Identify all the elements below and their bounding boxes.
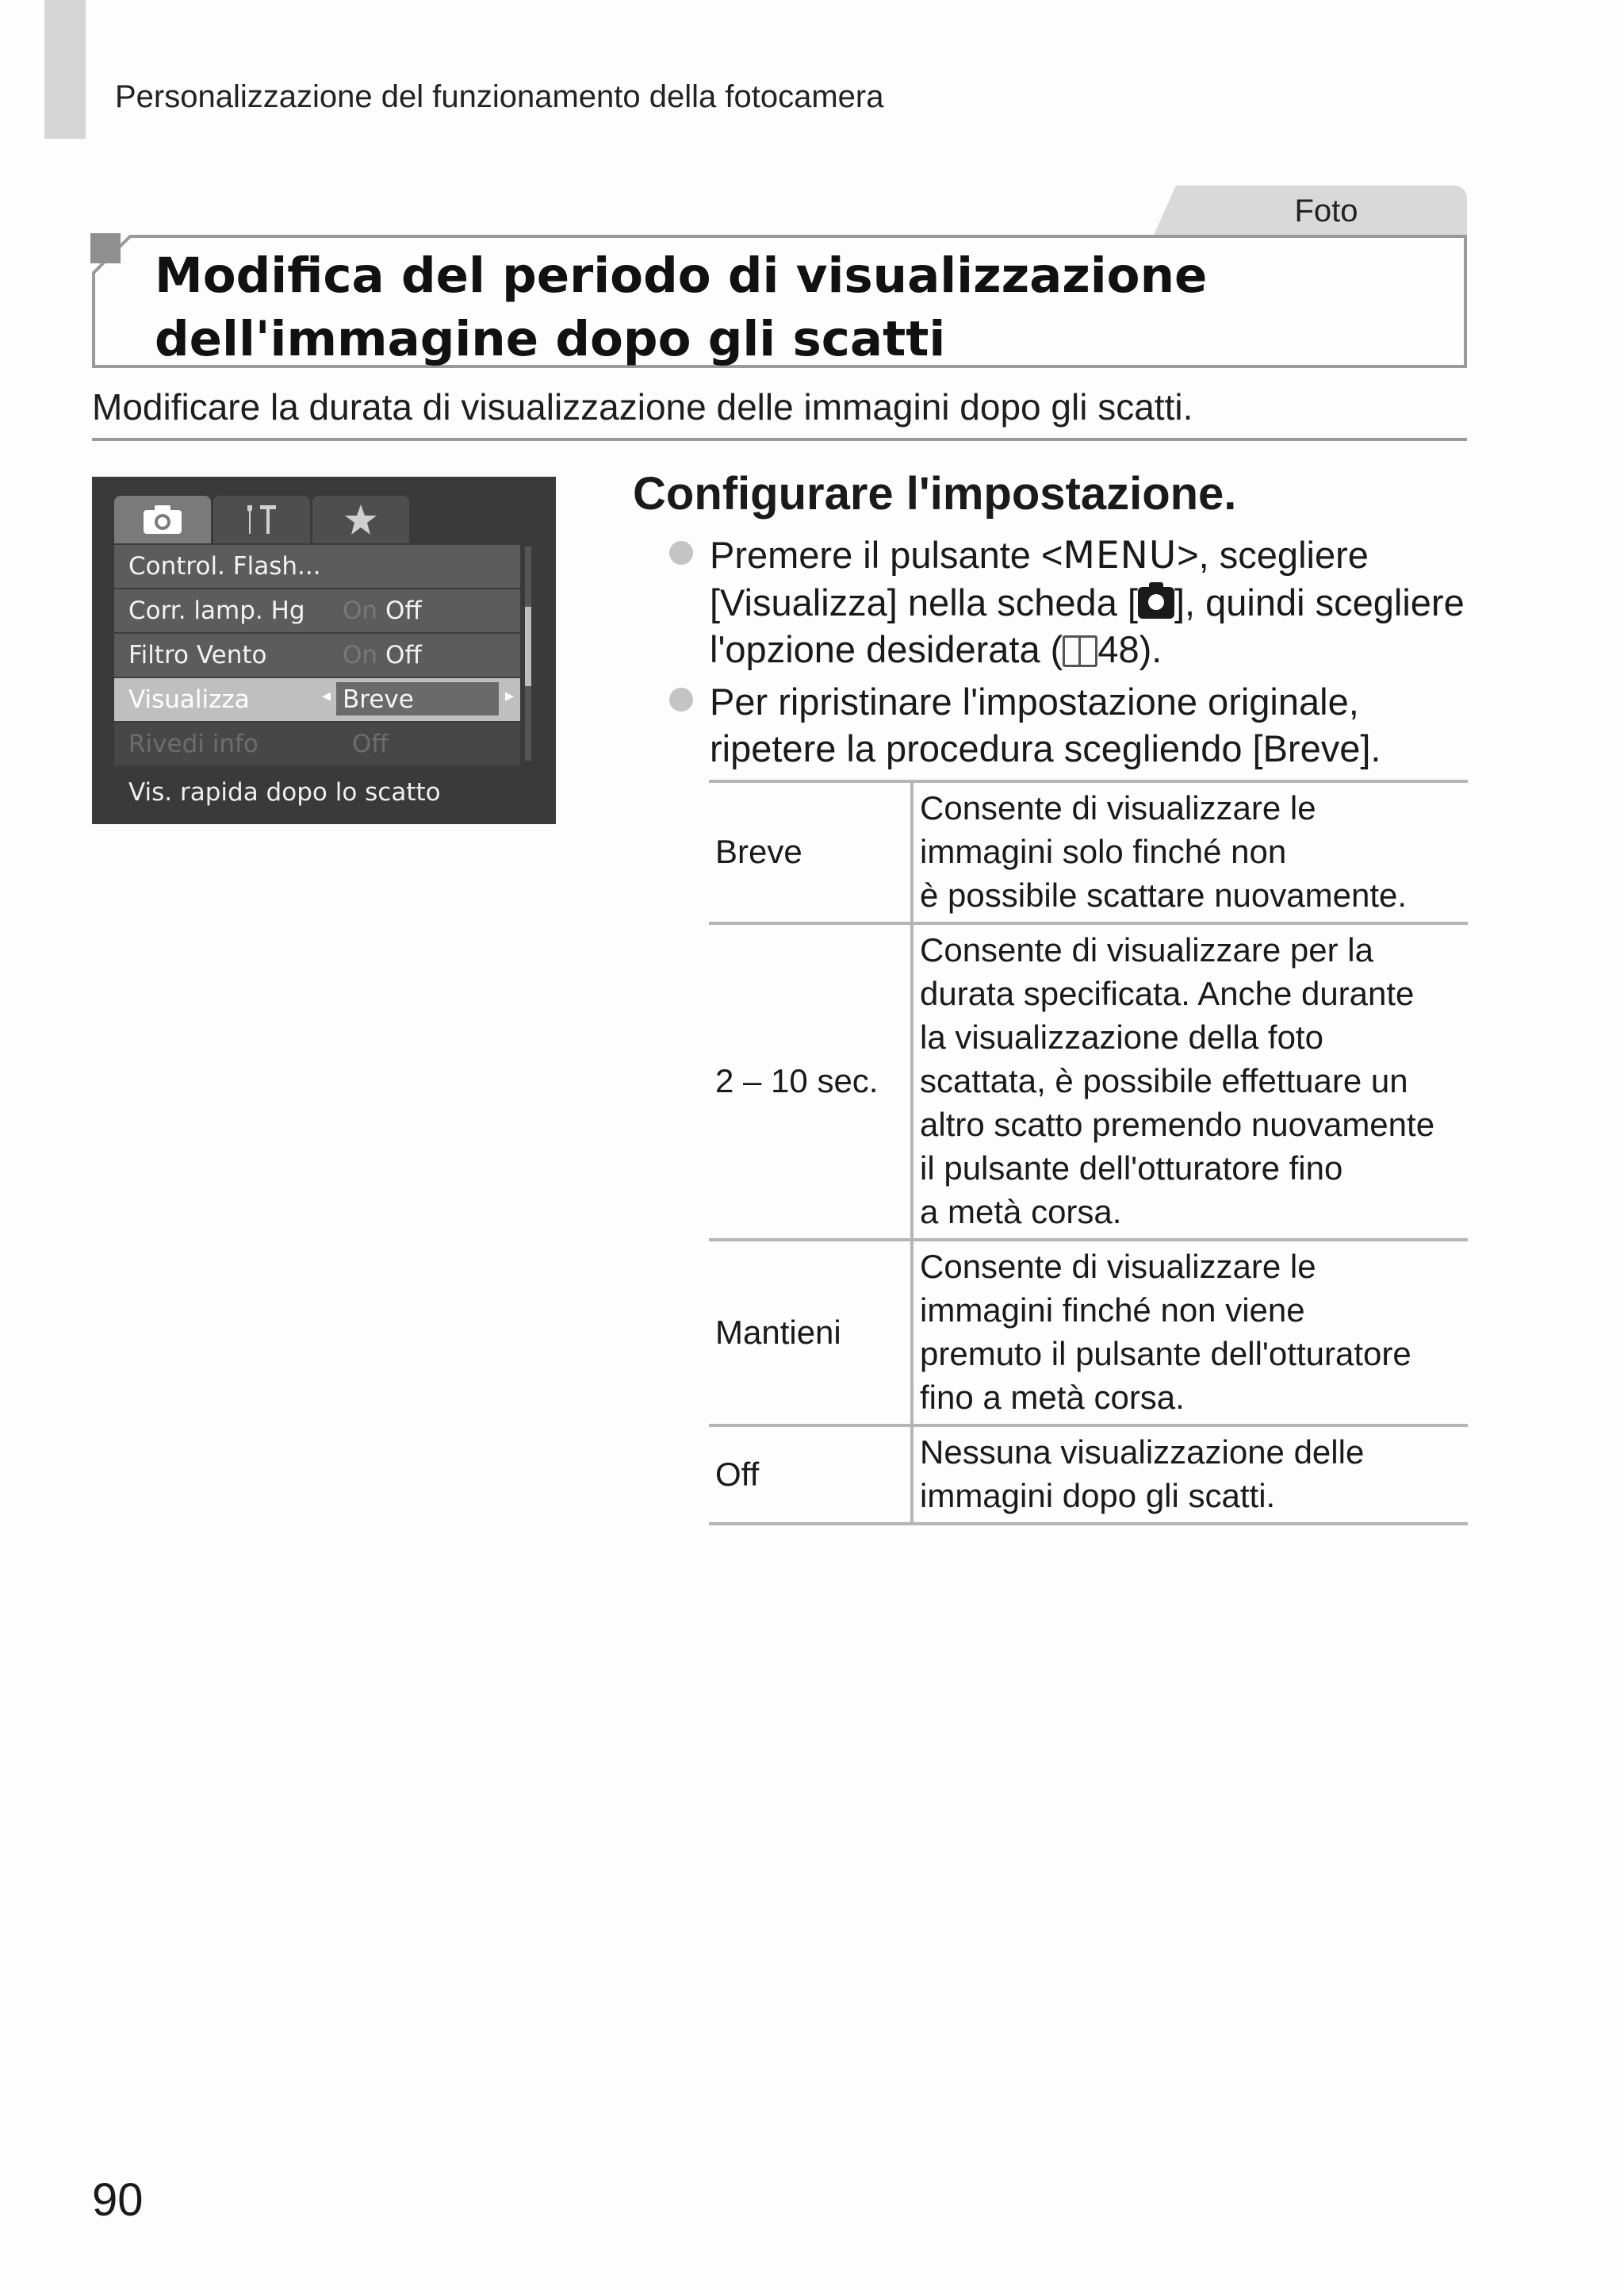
- camera-menu-row: [114, 589, 520, 634]
- camera-icon: [142, 504, 183, 535]
- options-table-row: [709, 1425, 1468, 1524]
- title-marker-square: [90, 233, 121, 263]
- camera-menu-row: [114, 545, 520, 589]
- running-header: Personalizzazione del funzionamento della fotocamera: [115, 79, 884, 114]
- camera-tab: [114, 496, 211, 543]
- option-description-line: a metà corsa.: [920, 1193, 1122, 1230]
- option-description-line: immagini dopo gli scatti.: [920, 1477, 1276, 1514]
- section-title-line-2: dell'immagine dopo gli scatti: [155, 311, 946, 367]
- tools-icon: [241, 502, 282, 537]
- section-title: [155, 244, 1423, 371]
- option-on: On: [343, 596, 378, 625]
- option-description-line: la visualizzazione della foto: [920, 1018, 1323, 1056]
- my-menu-tab: [312, 496, 409, 543]
- camera-menu-list: [114, 545, 520, 767]
- option-description: [912, 1240, 1468, 1425]
- option-off: Off: [385, 596, 422, 625]
- option-description: [912, 923, 1468, 1240]
- bullet-icon: [669, 541, 693, 565]
- option-description-line: il pulsante dell'otturatore fino: [920, 1149, 1343, 1187]
- camera-menu-caption: Vis. rapida dopo lo scatto: [128, 778, 441, 807]
- camera-menu-row-label: Rivedi info: [128, 730, 259, 758]
- menu-button-label: MENU: [1063, 534, 1178, 577]
- side-tab-marker: [44, 0, 86, 139]
- option-description-line: è possibile scattare nuovamente.: [920, 876, 1408, 914]
- camera-menu-value-box: [336, 682, 499, 715]
- bullet-text: Per ripristinare l'impostazione originale, ripetere la procedura scegliendo [Breve].: [710, 681, 1381, 769]
- bullet-text-part: ).: [1139, 628, 1162, 670]
- option-description-line: scattata, è possibile effettuare un: [920, 1062, 1408, 1099]
- star-icon: [343, 502, 378, 537]
- option-description-line: altro scatto premendo nuovamente: [920, 1106, 1435, 1143]
- book-icon: [1063, 635, 1097, 667]
- page-number: 90: [92, 2174, 144, 2226]
- bullet-text-part: ], quindi scegliere l'opzione desiderata (: [710, 581, 1465, 670]
- camera-menu-row: [114, 634, 520, 678]
- bullet-icon: [669, 688, 693, 712]
- option-name: Breve: [709, 781, 912, 923]
- bullet-text-part: >, scegliere [Visualizza] nella scheda [: [710, 534, 1369, 623]
- camera-screen-figure: [92, 477, 556, 824]
- option-description-line: immagini solo finché non: [920, 833, 1287, 870]
- option-description-line: durata specificata. Anche durante: [920, 975, 1415, 1012]
- camera-tab-icon: [1138, 587, 1174, 619]
- page-reference: 48: [1097, 628, 1139, 670]
- option-name: Mantieni: [709, 1240, 912, 1425]
- bullet-text-part: Premere il pulsante <: [710, 534, 1063, 576]
- camera-menu-row-selected: [114, 678, 520, 723]
- option-description-line: Consente di visualizzare per la: [920, 931, 1373, 969]
- camera-menu-row-label: Filtro Vento: [128, 641, 267, 669]
- camera-menu-row-label: Control. Flash...: [128, 552, 321, 581]
- divider: [92, 438, 1467, 441]
- option-description: [912, 1425, 1468, 1524]
- options-table: [709, 780, 1468, 1525]
- section-title-line-1: Modifica del periodo di visualizzazione: [155, 247, 1208, 304]
- options-table-row: [709, 923, 1468, 1240]
- option-description-line: Consente di visualizzare le: [920, 1248, 1316, 1285]
- arrow-left-icon: ◂: [322, 686, 331, 706]
- camera-menu: [114, 496, 527, 769]
- option-description: [912, 781, 1468, 923]
- option-on: On: [343, 641, 378, 669]
- camera-menu-row: [114, 723, 520, 767]
- bullet-text: [710, 531, 1471, 673]
- step-title: Configurare l'impostazione.: [633, 468, 1237, 520]
- option-description-line: premuto il pulsante dell'otturatore: [920, 1335, 1411, 1372]
- option-description-line: immagini finché non viene: [920, 1291, 1305, 1329]
- options-table-row: [709, 1240, 1468, 1425]
- settings-tab: [213, 496, 310, 543]
- option-description-line: Nessuna visualizzazione delle: [920, 1433, 1365, 1471]
- option-name: Off: [709, 1425, 912, 1524]
- camera-menu-row-label: Corr. lamp. Hg: [128, 596, 305, 625]
- camera-menu-row-label: Visualizza: [128, 685, 250, 714]
- arrow-right-icon: ▸: [505, 686, 515, 706]
- intro-text: Modificare la durata di visualizzazione delle immagini dopo gli scatti.: [92, 386, 1193, 428]
- options-table-body: [709, 781, 1468, 1524]
- option-description-line: Consente di visualizzare le: [920, 789, 1316, 827]
- camera-menu-scroll-thumb: [525, 607, 531, 686]
- option-name: 2 – 10 sec.: [709, 923, 912, 1240]
- option-off: Off: [385, 641, 422, 669]
- camera-menu-value: Breve: [343, 685, 414, 714]
- camera-menu-value: Off: [352, 730, 389, 758]
- category-tab-label: Foto: [1294, 194, 1358, 228]
- option-description-line: fino a metà corsa.: [920, 1379, 1185, 1416]
- options-table-row: [709, 781, 1468, 923]
